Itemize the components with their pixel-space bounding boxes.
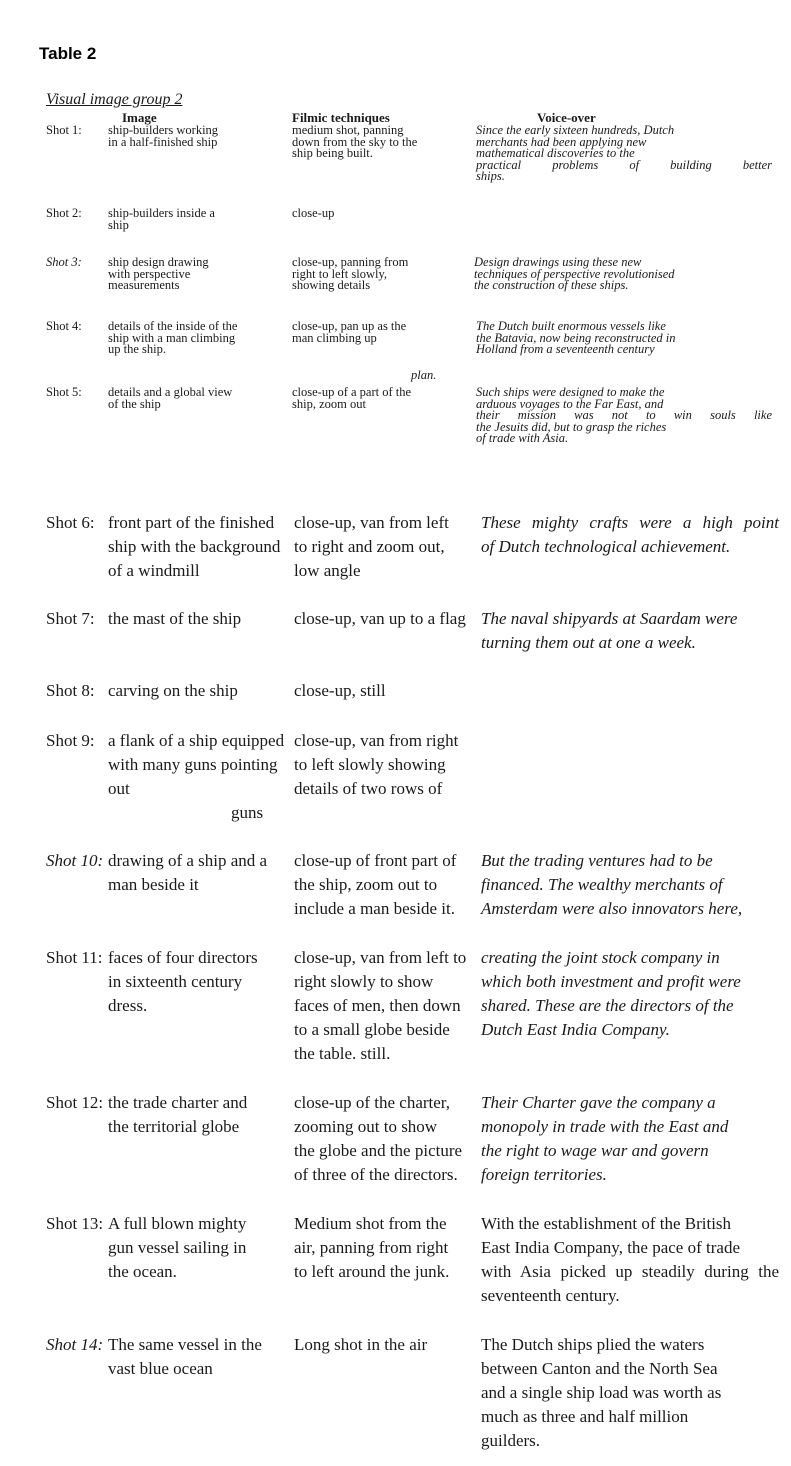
shot-filmic-text: Long shot in the air bbox=[294, 1335, 428, 1354]
shot-filmic-text: medium shot, panning bbox=[292, 123, 404, 137]
shot-image-text: A full blown mighty bbox=[108, 1214, 247, 1233]
shot-filmic-text: close-up, van from left to bbox=[294, 948, 467, 967]
shot-filmic-text: close-up, van from left bbox=[294, 513, 449, 532]
shot-image-text: of the ship bbox=[108, 396, 161, 411]
shot-voiceover-text: techniques of perspective revolutionised bbox=[474, 266, 675, 281]
shot-image-text: details of the inside of the bbox=[108, 319, 238, 333]
shot-voiceover-text: The Dutch built enormous vessels like bbox=[476, 319, 666, 333]
shot-voiceover-text: Dutch East India Company. bbox=[481, 1020, 670, 1039]
shot-label: Shot 3: bbox=[46, 255, 82, 269]
shot-voiceover-text: The Dutch ships plied the waters bbox=[481, 1335, 705, 1354]
shot-voiceover-text: Such ships were designed to make the bbox=[476, 385, 665, 399]
shot-filmic-text: the table. still. bbox=[294, 1044, 391, 1063]
shot-filmic-text: to left around the junk. bbox=[294, 1262, 450, 1281]
shot-voiceover-text: But the trading ventures had to be bbox=[481, 851, 713, 870]
shot-label: Shot 10: bbox=[46, 851, 104, 870]
shot-filmic-text: the globe and the picture bbox=[294, 1141, 463, 1160]
shot-voiceover-text: of trade with Asia. bbox=[476, 431, 569, 445]
shot-label: Shot 14: bbox=[46, 1335, 104, 1354]
shot-voiceover-text: guilders. bbox=[481, 1431, 541, 1450]
shot-image-text: in sixteenth century bbox=[108, 972, 243, 991]
header-voice: Voice-over bbox=[537, 110, 596, 125]
shot-image-text: ship bbox=[108, 217, 129, 232]
shot-voiceover-text: These mighty crafts were a high point bbox=[481, 513, 779, 532]
shot-voiceover-text: The naval shipyards at Saardam were bbox=[481, 609, 738, 628]
shot-voiceover-text: the right to wage war and govern bbox=[481, 1141, 709, 1160]
shot-filmic-text: Medium shot from the bbox=[294, 1214, 447, 1233]
shot-image-text: ship design drawing bbox=[108, 255, 209, 269]
shot-filmic-text: close-up, still bbox=[294, 681, 386, 700]
shot-filmic-text: right to left slowly, bbox=[292, 266, 388, 281]
shot-filmic-text: the ship, zoom out to bbox=[294, 875, 438, 894]
shot-voiceover-text: creating the joint stock company in bbox=[481, 948, 720, 967]
shot-voiceover-text: seventeenth century. bbox=[481, 1286, 620, 1305]
shot-voiceover-text: and a single ship load was worth as bbox=[481, 1383, 722, 1402]
shot-image-text: the mast of the ship bbox=[108, 609, 242, 628]
shot-label: Shot 9: bbox=[46, 731, 95, 750]
shot-image-text: the territorial globe bbox=[108, 1117, 240, 1136]
shot-voiceover-text: ships. bbox=[476, 169, 505, 183]
shot-filmic-text: man climbing up bbox=[292, 330, 377, 345]
shot-image-text: carving on the ship bbox=[108, 681, 238, 700]
shot-image-text: gun vessel sailing in bbox=[108, 1238, 247, 1257]
shot-image-text: with perspective bbox=[108, 266, 191, 281]
shot-voiceover-text: the Batavia, now being reconstructed in bbox=[476, 330, 676, 345]
shot-filmic-text: down from the sky to the bbox=[292, 134, 418, 149]
shot-filmic-text: close-up of a part of the bbox=[292, 385, 412, 399]
shot-filmic-text: close-up, panning from bbox=[292, 255, 409, 269]
shot-image-text: in a half-finished ship bbox=[108, 134, 218, 149]
shot-voiceover-text: merchants had been applying new bbox=[476, 134, 647, 149]
shot-voiceover-text: arduous voyages to the Far East, and bbox=[476, 396, 664, 411]
shot-voiceover-text: with Asia picked up steadily during the bbox=[481, 1262, 779, 1281]
shot-image-text: The same vessel in the bbox=[108, 1335, 262, 1354]
shot-filmic-text: air, panning from right bbox=[294, 1238, 449, 1257]
shot-image-text: ship with a man climbing bbox=[108, 330, 236, 345]
shot-label: Shot 8: bbox=[46, 681, 95, 700]
group-title: Visual image group 2 bbox=[46, 91, 183, 108]
shot-voiceover-text: practical problems of building better bbox=[476, 157, 772, 172]
shot-filmic-text: close-up, van up to a flag bbox=[294, 609, 466, 628]
shot-image-text: details and a global view bbox=[108, 385, 233, 399]
shot-voiceover-text: monopoly in trade with the East and bbox=[481, 1117, 729, 1136]
shot-voiceover-text: financed. The wealthy merchants of bbox=[481, 875, 723, 894]
shot-voiceover-text: mathematical discoveries to the bbox=[476, 146, 635, 160]
shot-label: Shot 2: bbox=[46, 206, 82, 220]
shot-voiceover-text: East India Company, the pace of trade bbox=[481, 1238, 740, 1257]
shot-filmic-text: close-up, van from right bbox=[294, 731, 459, 750]
shot-label: Shot 13: bbox=[46, 1214, 104, 1233]
shot-label: Shot 5: bbox=[46, 385, 82, 399]
shot-voiceover-text: much as three and half million bbox=[481, 1407, 689, 1426]
shot-image-text: a flank of a ship equipped bbox=[108, 731, 285, 750]
shot-filmic-text: close-up bbox=[292, 206, 335, 220]
shot-filmic-text: low angle bbox=[294, 561, 361, 580]
shot-image-text: measurements bbox=[108, 278, 180, 292]
shot-filmic-text: to left slowly showing bbox=[294, 755, 446, 774]
shot-label: Shot 12: bbox=[46, 1093, 104, 1112]
shot-voiceover-text: the construction of these ships. bbox=[474, 278, 629, 292]
shot-filmic-text: faces of men, then down bbox=[294, 996, 461, 1015]
shot-filmic-text: include a man beside it. bbox=[294, 899, 455, 918]
shot-voiceover-text: which both investment and profit were bbox=[481, 972, 741, 991]
shot-image-text: dress. bbox=[108, 996, 148, 1015]
shot-voiceover-text: Since the early sixteen hundreds, Dutch bbox=[476, 123, 675, 137]
header-filmic: Filmic techniques bbox=[292, 110, 390, 125]
shot-filmic-text: details of two rows of bbox=[294, 779, 443, 798]
shot-voiceover-text: Amsterdam were also innovators here, bbox=[481, 899, 743, 918]
table-title: Table 2 bbox=[39, 44, 97, 63]
shot-voiceover-text: of Dutch technological achievement. bbox=[481, 537, 731, 556]
shot-filmic-text: to a small globe beside bbox=[294, 1020, 450, 1039]
shot-voiceover-text: With the establishment of the British bbox=[481, 1214, 732, 1233]
shot-image-text: with many guns pointing bbox=[108, 755, 278, 774]
header-image: Image bbox=[122, 110, 157, 125]
shot-label: Shot 4: bbox=[46, 319, 82, 333]
shot-image-text: the trade charter and bbox=[108, 1093, 248, 1112]
shot-filmic-text: to right and zoom out, bbox=[294, 537, 445, 556]
shot-image-text: ship with the background bbox=[108, 537, 281, 556]
shot-label: Shot 6: bbox=[46, 513, 95, 532]
shot-label: Shot 11: bbox=[46, 948, 103, 967]
shot-label: Shot 1: bbox=[46, 123, 82, 137]
shot-image-text: the ocean. bbox=[108, 1262, 177, 1281]
shot-voiceover-text: shared. These are the directors of the bbox=[481, 996, 734, 1015]
shot-image-text: of a windmill bbox=[108, 561, 200, 580]
shot-filmic-text: close-up of front part of bbox=[294, 851, 457, 870]
shot-voiceover-text: turning them out at one a week. bbox=[481, 633, 696, 652]
shot-image-text: ship-builders working bbox=[108, 123, 219, 137]
shot-image-text: ship-builders inside a bbox=[108, 206, 215, 220]
shot-image-text: vast blue ocean bbox=[108, 1359, 213, 1378]
shot-voiceover-text: between Canton and the North Sea bbox=[481, 1359, 718, 1378]
shot-filmic-text: showing details bbox=[292, 278, 371, 292]
shot-filmic-text: ship being built. bbox=[292, 146, 373, 160]
shot-image-text: out bbox=[108, 779, 130, 798]
shot-voiceover-text: Holland from a seventeenth century bbox=[476, 342, 655, 356]
shot-image-text: faces of four directors bbox=[108, 948, 258, 967]
shot-voiceover-text: Their Charter gave the company a bbox=[481, 1093, 716, 1112]
shot-filmic-text: close-up of the charter, bbox=[294, 1093, 451, 1112]
shot-filmic-extra: plan. bbox=[411, 368, 437, 382]
shot-filmic-text: of three of the directors. bbox=[294, 1165, 458, 1184]
shot-image-extra: guns bbox=[231, 803, 264, 822]
shot-filmic-text: close-up, pan up as the bbox=[292, 319, 407, 333]
shot-filmic-text: ship, zoom out bbox=[292, 396, 366, 411]
shot-voiceover-text: the Jesuits did, but to grasp the riches bbox=[476, 419, 667, 434]
shot-voiceover-text: Design drawings using these new bbox=[474, 255, 642, 269]
shot-filmic-text: zooming out to show bbox=[294, 1117, 438, 1136]
shot-voiceover-text: foreign territories. bbox=[481, 1165, 607, 1184]
shot-filmic-text: right slowly to show bbox=[294, 972, 434, 991]
shot-image-text: man beside it bbox=[108, 875, 199, 894]
shot-image-text: front part of the finished bbox=[108, 513, 275, 532]
shot-image-text: up the ship. bbox=[108, 342, 166, 356]
shot-image-text: drawing of a ship and a bbox=[108, 851, 268, 870]
shot-voiceover-text: their mission was not to win souls like bbox=[476, 408, 772, 422]
shot-label: Shot 7: bbox=[46, 609, 95, 628]
